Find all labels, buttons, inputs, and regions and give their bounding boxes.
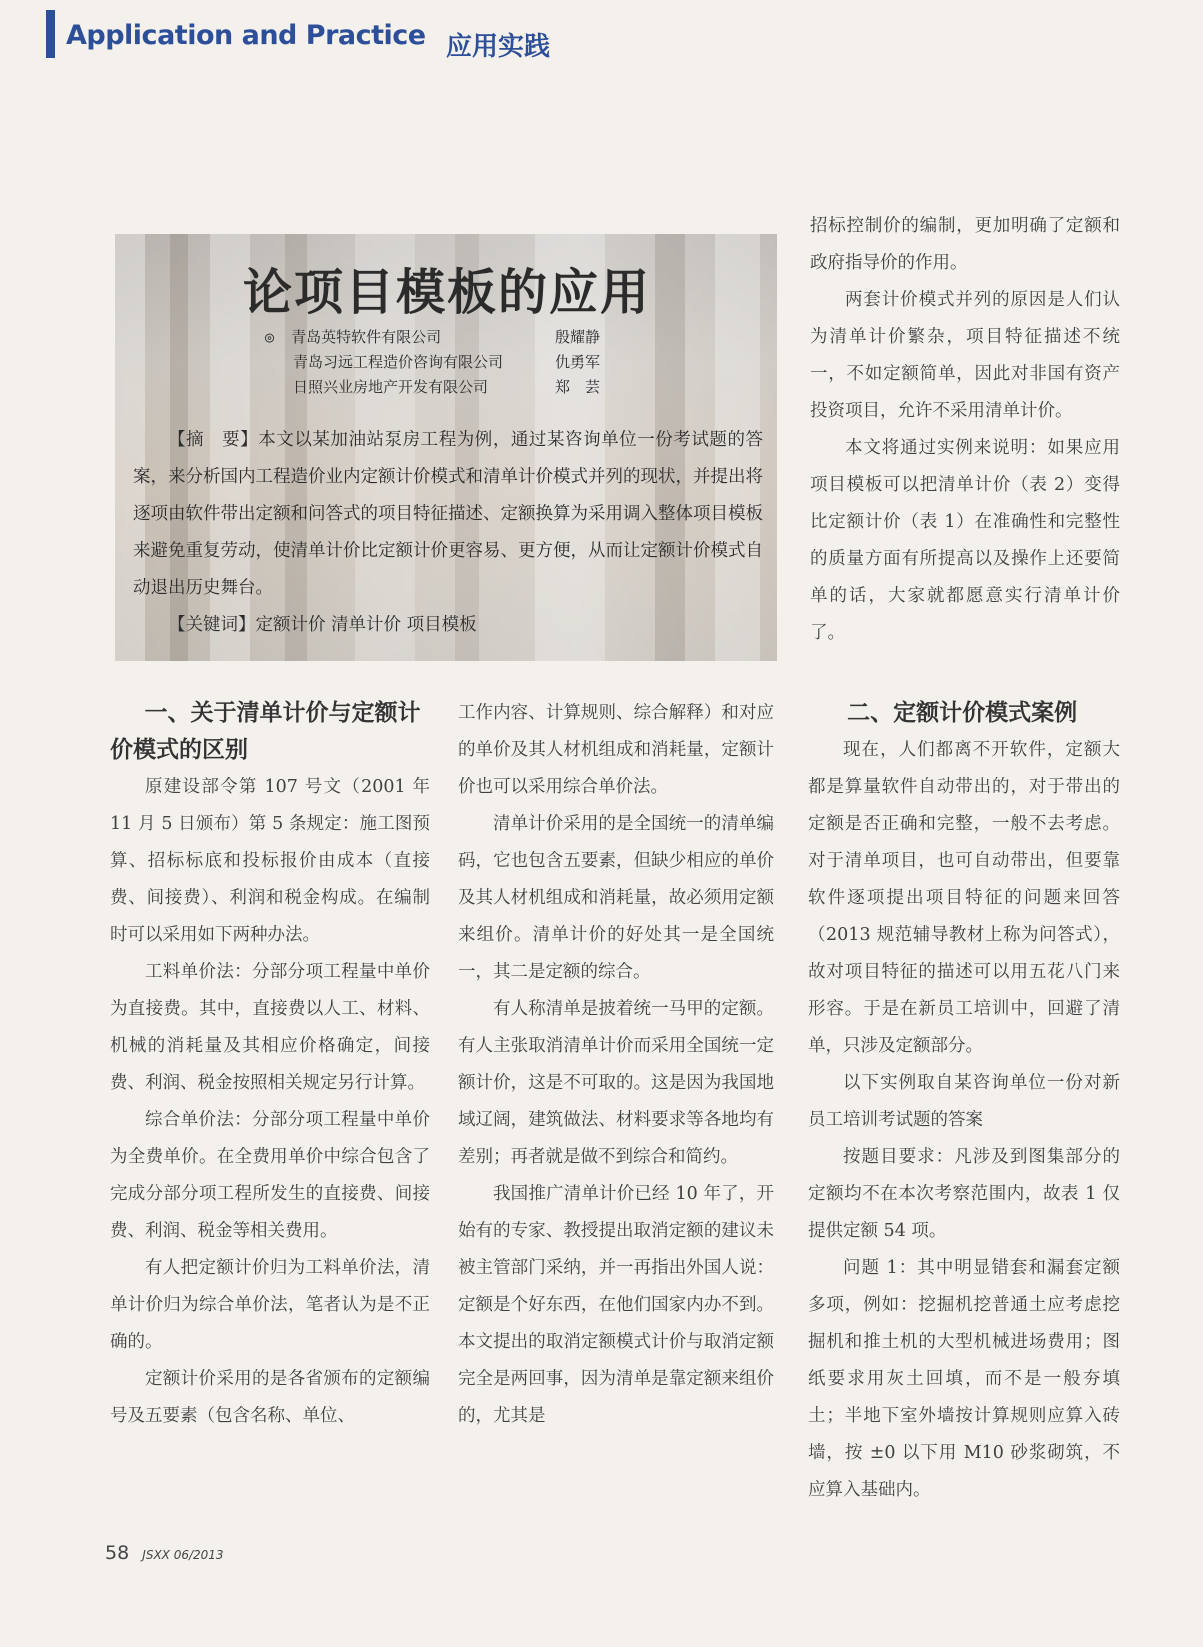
paragraph: 现在，人们都离不开软件，定额大都是算量软件自动带出的，对于带出的定额是否正确和完整，一般不去考虑。对于清单项目，也可自动带出，但要靠软件逐项提出项目特征的问题来回答（2013 规范辅导教材上称为问答式），故对项目特征的描述可以用五花八门来形容。于是在新员工培训中，回避了清单，只涉及定额部分。: [808, 740, 1120, 1056]
affiliation-org: 青岛习远工程造价咨询有限公司: [293, 353, 504, 371]
paragraph: 以下实例取自某咨询单位一份对新员工培训考试题的答案: [808, 1073, 1120, 1130]
page-footer: [105, 1542, 224, 1564]
page-number: 58: [105, 1542, 130, 1564]
paragraph: 清单计价采用的是全国统一的清单编码，它也包含五要素，但缺少相应的单价及其人材机组成和消耗量，故必须用定额来组价。清单计价的好处其一是全国统一，其二是定额的综合。: [458, 814, 774, 982]
section-title-en: Application and Practice: [66, 20, 426, 51]
paragraph: 有人称清单是披着统一马甲的定额。有人主张取消清单计价而采用全国统一定额计价，这是不可取的。这是因为我国地域辽阔，建筑做法、材料要求等各地均有差别；再者就是做不到综合和简约。: [458, 999, 774, 1167]
column-2: [458, 695, 774, 1435]
article-title: 论项目模板的应用: [243, 264, 652, 321]
affiliation-org: 青岛英特软件有限公司: [291, 328, 442, 346]
header-accent-bar: [46, 10, 55, 58]
affiliation-row: [293, 351, 601, 372]
paragraph: 综合单价法：分部分项工程量中单价为全费单价。在全费用单价中综合包含了完成分部分项工程所发生的直接费、间接费、利润、税金等相关费用。: [110, 1110, 430, 1241]
affiliation-row: [265, 326, 601, 347]
column-3: [808, 695, 1120, 1509]
keywords: 【关键词】定额计价 清单计价 项目模板: [168, 615, 477, 635]
article-title-block: [115, 234, 777, 661]
affiliation-author: 仇勇军: [555, 353, 601, 371]
affiliation-author: 殷耀静: [555, 328, 601, 346]
affiliation-author: 郑 芸: [555, 378, 601, 396]
section-heading: 二、定额计价模式案例: [847, 700, 1078, 726]
paragraph: 有人把定额计价归为工料单价法，清单计价归为综合单价法，笔者认为是不正确的。: [110, 1258, 430, 1352]
section-title-cn: 应用实践: [446, 32, 551, 62]
paragraph: 按题目要求：凡涉及到图集部分的定额均不在本次考察范围内，故表 1 仅提供定额 54 项。: [808, 1147, 1120, 1241]
paragraph: 招标控制价的编制，更加明确了定额和政府指导价的作用。: [810, 216, 1120, 273]
paragraph: 原建设部令第 107 号文（2001 年 11 月 5 日颁布）第 5 条规定：施工图预算、招标标底和投标报价由成本（直接费、间接费）、利润和税金构成。在编制时可以采用如下两种办法。: [110, 777, 430, 945]
section-heading: 一、关于清单计价与定额计价模式的区别: [110, 700, 421, 763]
magazine-issue: JSXX 06/2013: [142, 1548, 224, 1562]
affiliation-org: 日照兴业房地产开发有限公司: [293, 378, 489, 396]
paragraph: 工作内容、计算规则、综合解释）和对应的单价及其人材机组成和消耗量，定额计价也可以采用综合单价法。: [458, 703, 774, 797]
paragraph: 工料单价法：分部分项工程量中单价为直接费。其中，直接费以人工、材料、机械的消耗量及其相应价格确定，间接费、利润、税金按照相关规定另行计算。: [110, 962, 430, 1093]
abstract: [133, 422, 763, 644]
affiliation-marker: ◎: [265, 328, 275, 346]
paragraph: 定额计价采用的是各省颁布的定额编号及五要素（包含名称、单位、: [110, 1369, 430, 1426]
affiliation-row: [293, 376, 601, 397]
abstract-text: 【摘 要】本文以某加油站泵房工程为例，通过某咨询单位一份考试题的答案，来分析国内工程造价业内定额计价模式和清单计价模式并列的现状，并提出将逐项由软件带出定额和问答式的项目特征描述、定额换算为采用调入整体项目模板来避免重复劳动，使清单计价比定额计价更容易、更方便，从而让定额计价模式自动退出历史舞台。: [133, 430, 763, 598]
paragraph: 问题 1：其中明显错套和漏套定额多项，例如：挖掘机挖普通土应考虑挖掘机和推土机的大型机械进场费用；图纸要求用灰土回填，而不是一般夯填土；半地下室外墙按计算规则应算入砖墙，按 ±0 以下用 M10 砂浆砌筑，不应算入基础内。: [808, 1258, 1120, 1500]
column-3-top: [810, 208, 1120, 652]
paragraph: 本文将通过实例来说明：如果应用项目模板可以把清单计价（表 2）变得比定额计价（表 1）在准确性和完整性的质量方面有所提高以及操作上还要简单的话，大家就都愿意实行清单计价了。: [810, 438, 1120, 643]
paragraph: 两套计价模式并列的原因是人们认为清单计价繁杂，项目特征描述不统一，不如定额简单，因此对非国有资产投资项目，允许不采用清单计价。: [810, 290, 1120, 421]
column-1: [110, 695, 430, 1435]
paragraph: 我国推广清单计价已经 10 年了，开始有的专家、教授提出取消定额的建议未被主管部门采纳，并一再指出外国人说：定额是个好东西，在他们国家内办不到。本文提出的取消定额模式计价与取消定额完全是两回事，因为清单是靠定额来组价的，尤其是: [458, 1184, 774, 1426]
